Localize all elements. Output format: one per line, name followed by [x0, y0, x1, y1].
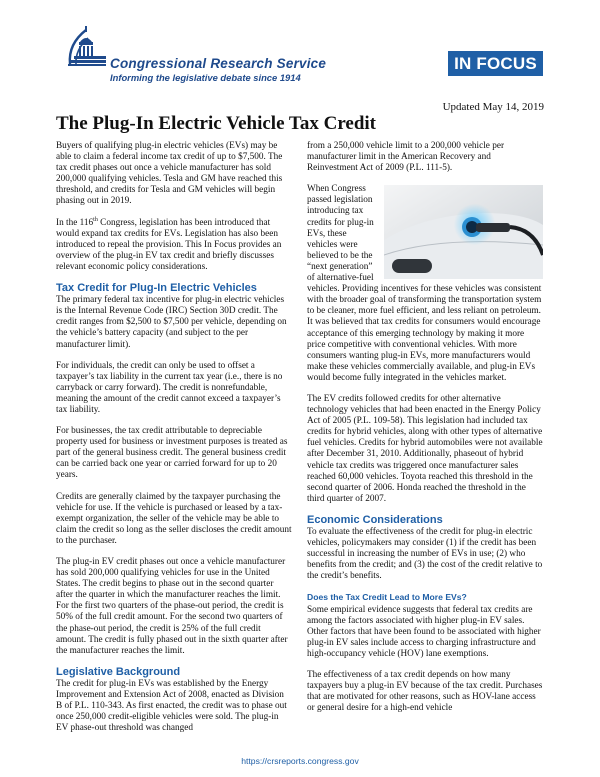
ev-charging-illustration — [384, 185, 543, 279]
capitol-dome-logo — [66, 24, 106, 70]
paragraph: The effectiveness of a tax credit depends on how many taxpayers buy a plug-in EV because of the tax credit. Purchases that are motivated for other reasons, such as HOV-lane access or general desire for a high-end vehicle — [307, 670, 543, 714]
congress-paragraph: In the 116th Congress, legislation has been introduced that would expand tax credits for EVs. Legislation has also been introduced to repeal the provision. This In Focus provides an overview of the plug-in EV tax credit and briefly discusses relevant economic policy considerations. — [56, 216, 282, 272]
paragraph: The credit for plug-in EVs was established by the Energy Improvement and Extension Act of 2008, enacted as Division B of P.L. 110-343. As first enacted, the credit was to phase out once 250,000 credit-eligible vehicles were sold. The plug-in EV phase-out threshold was changed — [56, 678, 287, 734]
ev-charging-photo — [384, 185, 543, 279]
paragraph: To evaluate the effectiveness of the credit for plug-in electric vehicles, policymakers may consider (1) if the credit has been successful in increasing the number of EVs in use; (2) who benefits from the credit; and (3) the cost of the credit relative to the credit’s benefits. — [307, 527, 543, 582]
paragraph-with-photo: When Congress passed legislation introducing tax credits for plug-in EVs, these vehicles were believed to be the “next generation” of alternative-fuel vehicles. Providing incentives for these vehicles was consistent with the broader goal of transforming the transportation system to be cleaner, more fuel efficient, and less reliant on petroleum. It was believed that tax credits for consumers would encourage acceptance of this emerging technology by making it more price competitive with conventional vehicles. With more consumers wanting plug-in EVs, more manufacturers would make these vehicles commercially available, and plug-in EVs would become fully integrated in the vehicles market. — [307, 184, 542, 383]
paragraph: For individuals, the credit can only be used to offset a taxpayer’s tax liability in the current tax year (i.e., there is no carryback or carry forward). The credit is nonrefundable, meaning the amount of the credit cannot exceed a taxpayer’s tax liability. — [56, 360, 283, 415]
document-title: The Plug-In Electric Vehicle Tax Credit — [56, 113, 377, 134]
page-header — [0, 0, 600, 100]
updated-date: Updated May 14, 2019 — [442, 101, 544, 113]
intro-paragraph: Buyers of qualifying plug-in electric vehicles (EVs) may be able to claim a federal income tax credit of up to $7,500. The tax credit phases out once a vehicle manufacturer has sold 200,000 qualifying vehicles. Tesla and GM have reached this threshold, and credits for Tesla and GM vehicles will begin phasing out in 2019. — [56, 141, 283, 207]
left-column — [56, 141, 292, 744]
section-heading-legislative: Legislative Background — [56, 665, 181, 678]
section-heading-economic: Economic Considerations — [307, 513, 443, 526]
paragraph: For businesses, the tax credit attributable to depreciable property used for business or investment purposes is treated as part of the general business credit. The general business credit can be carried back one year or carried forward for up to 20 years. — [56, 426, 288, 481]
paragraph: Credits are generally claimed by the taxpayer purchasing the vehicle for use. If the vehicle is purchased or leased by a tax-exempt organization, the seller of the vehicle may be able to claim the credit so long as the seller discloses the credit amount to the purchaser. — [56, 491, 292, 546]
org-name: Congressional Research Service — [110, 56, 327, 71]
paragraph: from a 250,000 vehicle limit to a 200,000 vehicle per manufacturer limit in the American Recovery and Reinvestment Act of 2009 (P.L. 111-5). — [307, 141, 505, 174]
ordinal-suffix: th — [93, 216, 98, 223]
paragraph: Some empirical evidence suggests that federal tax credits are among the factors associated with higher plug-in EV sales. Other factors that have been found to be associated with higher plug-in EV sales include access to charging infrastructure and high-occupancy vehicle (HOV) lane exemptions. — [307, 604, 541, 659]
section-heading-tax-credit: Tax Credit for Plug-In Electric Vehicles — [56, 282, 257, 295]
paragraph: The primary federal tax incentive for plug-in electric vehicles is the Internal Revenue Code (IRC) Section 30D credit. The credit ranges from $2,500 to $7,500 per vehicle, depending on the vehicle’s battery capacity (and subject to the per manufacturer limit). — [56, 295, 287, 350]
footer-url[interactable]: https://crsreports.congress.gov — [241, 756, 359, 766]
paragraph: The EV credits followed credits for other alternative technology vehicles that had been enacted in the Energy Policy Act of 2005 (P.L. 109-58). This legislation had included tax credits for hybrid vehicles, along with other types of alternative fuel vehicles. Credits for hybrid automobiles were not available after December 31, 2010. Additionally, phaseout of hybrid vehicle tax credits was triggered once manufacturer sales reached 60,000 vehicles. Toyota reached this threshold in the second quarter of 2006. Honda reached the threshold in the third quarter of 2007. — [307, 393, 543, 504]
right-column — [307, 141, 543, 724]
paragraph: The plug-in EV credit phases out once a vehicle manufacturer has sold 200,000 qualifying vehicles for use in the United States. The credit begins to phase out in the second quarter after the quarter in which the manufacturer reaches the limit. For the first two quarters of the phase-out period, the credit is 50% of the full credit amount. For the second two quarters of the phase-out period, the credit is 25% of the full credit amount. The credit is fully phased out in the sixth quarter after the manufacturer reaches the limit. — [56, 557, 288, 656]
in-focus-badge: IN FOCUS — [448, 51, 543, 76]
org-tagline: Informing the legislative debate since 1914 — [110, 72, 301, 83]
subsection-heading-more-evs: Does the Tax Credit Lead to More EVs? — [307, 592, 467, 603]
